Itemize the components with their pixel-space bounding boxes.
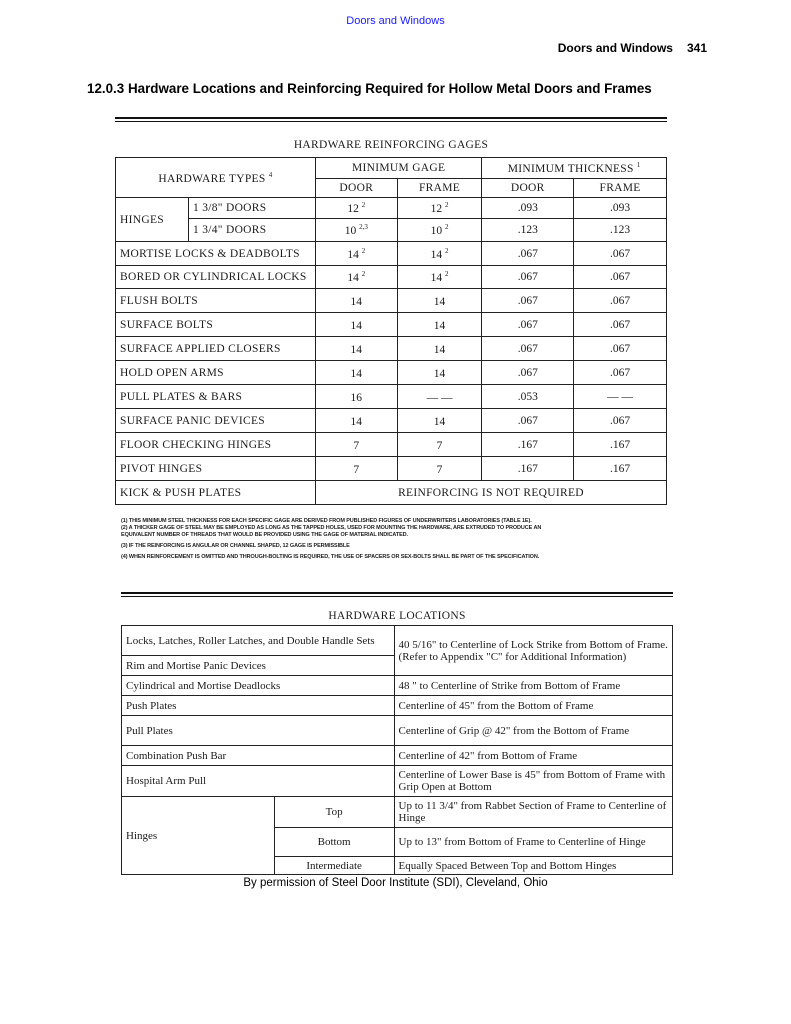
note-line: (4) WHEN REINFORCEMENT IS OMITTED AND THROUGH-BOLTING IS REQUIRED, THE USE OF SPACERS OR SEX-BOLTS SHALL BE PART OF THE SPECIFICATION.: [121, 554, 540, 560]
hardware-type: FLOOR CHECKING HINGES: [116, 433, 316, 457]
sub-frame: FRAME: [574, 179, 667, 198]
location-label: Push Plates: [122, 696, 395, 716]
door-thickness: .167: [482, 433, 574, 457]
frame-gage: 14: [397, 409, 482, 433]
door-thickness: .067: [482, 337, 574, 361]
frame-thickness: .067: [574, 313, 667, 337]
table-row: [116, 313, 667, 337]
door-gage: 12 $^2$: [315, 198, 397, 219]
note-line: (3) IF THE REINFORCING IS ANGULAR OR CHANNEL SHAPED, 12 GAGE IS PERMISSIBLE: [121, 543, 350, 549]
col-min-gage: MINIMUM GAGE: [315, 158, 481, 179]
location-value: Centerline of Lower Base is 45" from Bottom of Frame with Grip Open at Bottom: [394, 766, 672, 797]
door-gage: 16: [315, 385, 397, 409]
door-gage: 14: [315, 361, 397, 385]
gage-notes: [121, 518, 681, 561]
running-title: Doors and Windows: [557, 41, 673, 55]
top-rule: [115, 117, 667, 119]
hardware-type: KICK & PUSH PLATES: [116, 481, 316, 505]
door-gage: 7: [315, 433, 397, 457]
location-value: 48 " to Centerline of Strike from Bottom of Frame: [394, 676, 672, 696]
hardware-type: BORED OR CYLINDRICAL LOCKS: [116, 266, 316, 289]
table-row: [122, 716, 673, 746]
table-row: [116, 457, 667, 481]
door-thickness: .067: [482, 242, 574, 266]
location-label: Locks, Latches, Roller Latches, and Double Handle Sets: [122, 626, 395, 656]
frame-gage: 14 $^2$: [397, 242, 482, 266]
gages-title: HARDWARE REINFORCING GAGES: [293, 139, 489, 151]
hardware-type: SURFACE APPLIED CLOSERS: [116, 337, 316, 361]
frame-thickness: .093: [574, 198, 667, 219]
hardware-type: HOLD OPEN ARMS: [116, 361, 316, 385]
location-value: Centerline of Grip @ 42" from the Bottom of Frame: [394, 716, 672, 746]
door-thickness: .067: [482, 409, 574, 433]
frame-gage: 14: [397, 337, 482, 361]
frame-thickness: — —: [574, 385, 667, 409]
frame-gage: — —: [397, 385, 482, 409]
frame-thickness: .067: [574, 242, 667, 266]
frame-gage: 10 $^2$: [397, 219, 482, 242]
table-row: [116, 481, 667, 505]
locations-rule-thin: [121, 596, 673, 597]
door-thickness: .067: [482, 313, 574, 337]
table-row: [116, 242, 667, 266]
frame-thickness: .067: [574, 266, 667, 289]
locations-rule: [121, 592, 673, 594]
door-gage: 14: [315, 337, 397, 361]
door-thickness: .123: [482, 219, 574, 242]
frame-gage: 14: [397, 361, 482, 385]
sub-frame: FRAME: [397, 179, 482, 198]
page-number: 341: [686, 41, 707, 55]
door-gage: 14: [315, 289, 397, 313]
location-value: Centerline of 45" from the Bottom of Frame: [394, 696, 672, 716]
sub-door: DOOR: [482, 179, 574, 198]
locations-title: HARDWARE LOCATIONS: [328, 610, 466, 622]
frame-thickness: .067: [574, 289, 667, 313]
figure-caption: By permission of Steel Door Institute (SDI), Cleveland, Ohio: [243, 877, 548, 889]
hardware-type: PIVOT HINGES: [116, 457, 316, 481]
hinges-label: Hinges: [122, 797, 275, 875]
frame-thickness: .067: [574, 409, 667, 433]
frame-gage: 14: [397, 289, 482, 313]
table-row: [116, 266, 667, 289]
hardware-type: SURFACE BOLTS: [116, 313, 316, 337]
door-thickness: .093: [482, 198, 574, 219]
door-thickness: .053: [482, 385, 574, 409]
door-gage: 7: [315, 457, 397, 481]
hardware-type: PULL PLATES & BARS: [116, 385, 316, 409]
door-gage: 14: [315, 409, 397, 433]
frame-thickness: .167: [574, 457, 667, 481]
locations-table: [121, 625, 673, 875]
frame-thickness: .067: [574, 337, 667, 361]
top-link[interactable]: Doors and Windows: [346, 15, 445, 27]
table-row: [116, 361, 667, 385]
door-gage: 10 $^{2,3}$: [315, 219, 397, 242]
location-value: Equally Spaced Between Top and Bottom Hinges: [394, 857, 672, 875]
door-thickness: .067: [482, 266, 574, 289]
hinge-position: Bottom: [274, 828, 394, 857]
col-min-thickness: MINIMUM THICKNESS $^1$: [482, 158, 667, 179]
hardware-type: 1 3/8" DOORS: [188, 198, 315, 219]
location-value: Up to 11 3/4" from Rabbet Section of Frame to Centerline of Hinge: [394, 797, 672, 828]
frame-thickness: .123: [574, 219, 667, 242]
table-row: [122, 626, 673, 656]
hinge-position: Top: [274, 797, 394, 828]
hardware-type: MORTISE LOCKS & DEADBOLTS: [116, 242, 316, 266]
table-row: [116, 198, 667, 219]
running-header: [544, 41, 707, 55]
table-row: [116, 385, 667, 409]
frame-thickness: .067: [574, 361, 667, 385]
location-value: Centerline of 42" from Bottom of Frame: [394, 746, 672, 766]
frame-gage: 14: [397, 313, 482, 337]
location-label: Rim and Mortise Panic Devices: [122, 656, 395, 676]
table-row: [122, 766, 673, 797]
hinges-label: HINGES: [116, 198, 189, 242]
frame-gage: 7: [397, 457, 482, 481]
table-row: [116, 289, 667, 313]
door-gage: 14 $^2$: [315, 266, 397, 289]
door-gage: 14: [315, 313, 397, 337]
hardware-type: 1 3/4" DOORS: [188, 219, 315, 242]
table-row: [116, 409, 667, 433]
note-line: EQUIVALENT NUMBER OF THREADS THAT WOULD BE PROVIDED USING THE GAGE OF MATERIAL INDICATED.: [121, 532, 408, 538]
location-value: 40 5/16" to Centerline of Lock Strike from Bottom of Frame. (Refer to Appendix "C" for Additional Information): [394, 626, 672, 676]
table-row: [122, 797, 673, 828]
location-label: Cylindrical and Mortise Deadlocks: [122, 676, 395, 696]
hardware-type: FLUSH BOLTS: [116, 289, 316, 313]
location-label: Combination Push Bar: [122, 746, 395, 766]
location-label: Pull Plates: [122, 716, 395, 746]
table-row: [122, 696, 673, 716]
frame-thickness: .167: [574, 433, 667, 457]
table-row: [116, 337, 667, 361]
not-required-note: REINFORCING IS NOT REQUIRED: [315, 481, 666, 505]
sub-door: DOOR: [315, 179, 397, 198]
top-rule-thin: [115, 121, 667, 122]
table-row: [122, 676, 673, 696]
door-thickness: .067: [482, 289, 574, 313]
hinge-position: Intermediate: [274, 857, 394, 875]
note-line: (1) THIS MINIMUM STEEL THICKNESS FOR EACH SPECIFIC GAGE ARE DERIVED FROM PUBLISHED FIGURES OF UNDERWRITERS LABORATORIES (TABLE 1E).: [121, 518, 532, 524]
frame-gage: 12 $^2$: [397, 198, 482, 219]
door-gage: 14 $^2$: [315, 242, 397, 266]
frame-gage: 7: [397, 433, 482, 457]
table-row: [116, 433, 667, 457]
hardware-type: SURFACE PANIC DEVICES: [116, 409, 316, 433]
location-value: Up to 13" from Bottom of Frame to Centerline of Hinge: [394, 828, 672, 857]
gages-table: [115, 157, 667, 505]
door-thickness: .167: [482, 457, 574, 481]
table-row: [122, 746, 673, 766]
door-thickness: .067: [482, 361, 574, 385]
location-label: Hospital Arm Pull: [122, 766, 395, 797]
table-row: [116, 219, 667, 242]
note-line: (2) A THICKER GAGE OF STEEL MAY BE EMPLOYED AS LONG AS THE TAPPED HOLES, USED FOR MOUNTING THE HARDWARE, ARE EXTRUDED TO PRODUCE AN: [121, 525, 542, 531]
section-heading: 12.0.3 Hardware Locations and Reinforcing Required for Hollow Metal Doors and Frames: [87, 81, 652, 96]
col-hardware-types: HARDWARE TYPES $^4$: [116, 158, 316, 198]
frame-gage: 14 $^2$: [397, 266, 482, 289]
